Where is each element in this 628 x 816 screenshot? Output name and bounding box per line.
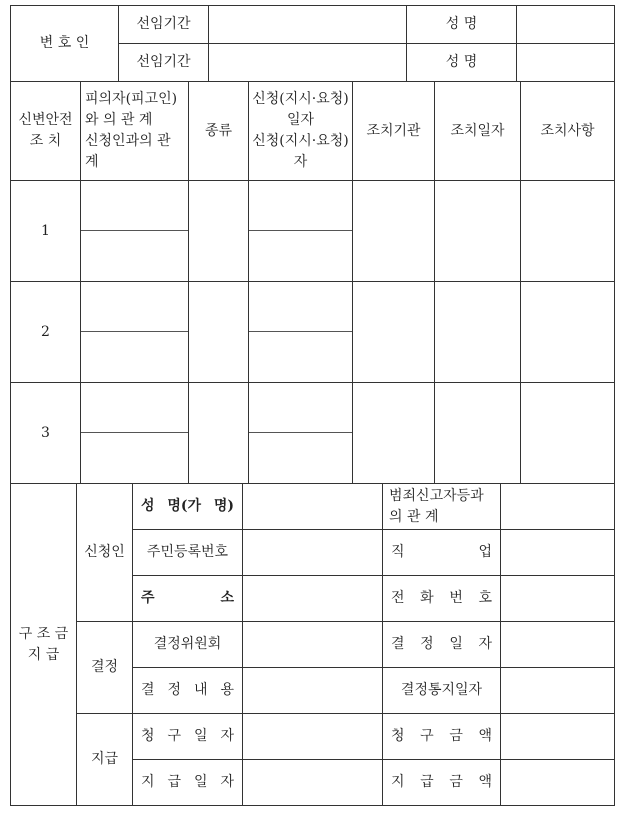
safety-section-label: 신변안전 조 치 [11,82,81,181]
committee-value[interactable] [243,622,383,668]
decision-content-value[interactable] [243,668,383,714]
col-org: 조치기관 [353,82,435,181]
applicant-label: 신청인 [77,484,133,622]
table-row [11,282,615,383]
phone-label: 전 화 번 호 [383,576,501,622]
term-value-1[interactable] [209,6,407,44]
address-value[interactable] [243,576,383,622]
decision-date-value[interactable] [501,622,615,668]
pay-date-value[interactable] [243,760,383,806]
relief-table [10,483,615,806]
resident-no-value[interactable] [243,530,383,576]
col-date: 조치일자 [435,82,521,181]
pay-date-label: 지 급 일 자 [133,760,243,806]
claim-amount-value[interactable] [501,714,615,760]
applicant-name-value[interactable] [243,484,383,530]
row-number: 3 [11,383,81,484]
col-content: 조치사항 [521,82,615,181]
decision-content-label: 결 정 내 용 [133,668,243,714]
name-value-2[interactable] [517,44,615,82]
term-label-2: 선임기간 [119,44,209,82]
phone-value[interactable] [501,576,615,622]
job-label: 직 업 [383,530,501,576]
address-label: 주 소 [133,576,243,622]
term-value-2[interactable] [209,44,407,82]
name-value-1[interactable] [517,6,615,44]
pay-amount-value[interactable] [501,760,615,806]
relief-section-label: 구 조 금 지 급 [11,484,77,806]
name-label-2: 성 명 [407,44,517,82]
notice-date-value[interactable] [501,668,615,714]
payment-label: 지급 [77,714,133,806]
col-relation: 피의자(피고인)와 의 관 계 신청인과의 관 계 [81,82,189,181]
col-kind: 종류 [189,82,249,181]
table-row [11,383,615,484]
term-label-1: 선임기간 [119,6,209,44]
applicant-name-label: 성 명(가 명) [133,484,243,530]
table-row [11,181,615,282]
lawyer-label: 변 호 인 [11,6,119,82]
form [10,5,615,806]
claim-amount-label: 청 구 금 액 [383,714,501,760]
claim-date-label: 청 구 일 자 [133,714,243,760]
job-value[interactable] [501,530,615,576]
claim-date-value[interactable] [243,714,383,760]
reporter-relation-value[interactable] [501,484,615,530]
resident-no-label: 주민등록번호 [133,530,243,576]
pay-amount-label: 지 급 금 액 [383,760,501,806]
lawyer-table [10,5,615,82]
name-label-1: 성 명 [407,6,517,44]
row-number: 2 [11,282,81,383]
notice-date-label: 결정통지일자 [383,668,501,714]
safety-table [10,81,615,484]
committee-label: 결정위원회 [133,622,243,668]
decision-label: 결정 [77,622,133,714]
row-number: 1 [11,181,81,282]
reporter-relation-label: 범죄신고자등과 의 관 계 [383,484,501,530]
col-request: 신청(지시·요청)일자 신청(지시·요청)자 [249,82,353,181]
decision-date-label: 결 정 일 자 [383,622,501,668]
